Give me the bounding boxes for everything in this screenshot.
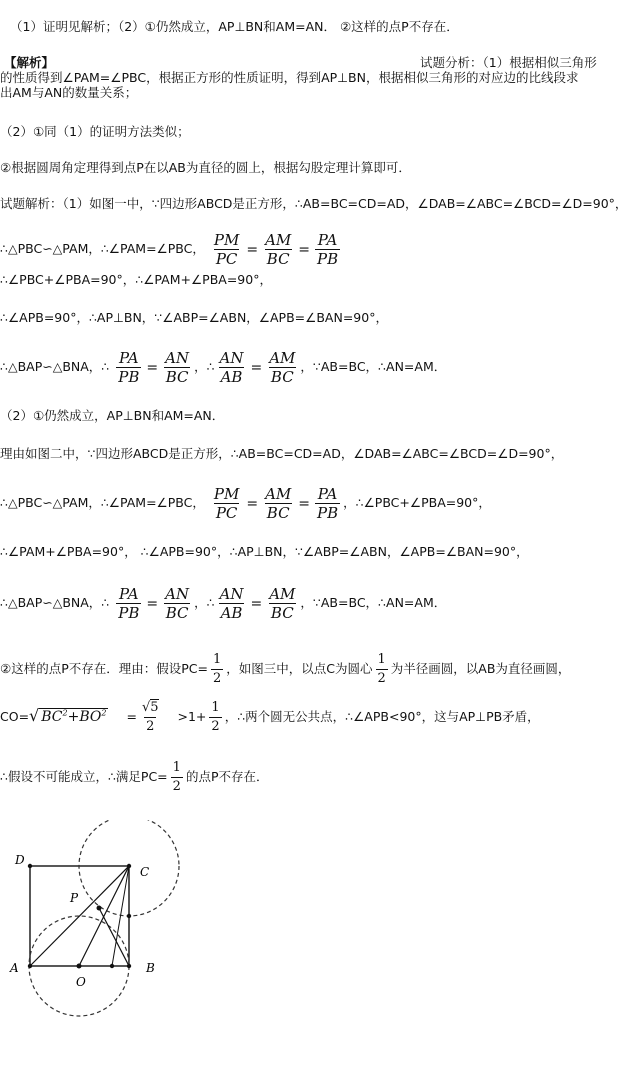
fraction-am-bc: $\frac{AM}{BC}$ xyxy=(269,585,296,622)
solution-text: ∴△PBC∽△PAM，∴∠PAM=∠PBC， xyxy=(0,241,205,256)
answer-line: （1）证明见解析；（2）①仍然成立，AP⊥BN和AM=AN． ②这样的点P不存在． xyxy=(10,19,459,34)
fraction-one-half: $\frac{1}{2}$ xyxy=(377,652,386,686)
solution-line-9: ∴∠PAM+∠PBA=90°， ∴∠APB=90°，∴AP⊥BN，∵∠ABP=∠ABN，∠APB=∠BAN=90°， xyxy=(0,544,529,559)
fraction-an-bc: $\frac{AN}{BC}$ xyxy=(165,585,190,622)
point-a xyxy=(28,964,32,968)
fraction-an-ab: $\frac{AN}{AB}$ xyxy=(219,349,244,386)
label-c: C xyxy=(140,865,150,879)
fraction-one-half: $\frac{1}{2}$ xyxy=(172,760,181,794)
fraction-an-ab: $\frac{AN}{AB}$ xyxy=(219,585,244,622)
point-p xyxy=(97,906,102,911)
label-p: P xyxy=(70,891,79,905)
fraction-sqrt5-half: $\frac{√5}{2}$ xyxy=(141,700,159,734)
fraction-pa-pb: $\frac{PA}{PB}$ xyxy=(317,485,339,522)
fraction-am-bc: $\frac{AM}{BC}$ xyxy=(265,231,292,268)
sqrt-sign: √ xyxy=(29,706,40,725)
fraction-am-bc: $\frac{AM}{BC}$ xyxy=(265,485,292,522)
label-a: A xyxy=(10,961,19,975)
solution-line-2: ∴△PBC∽△PAM，∴∠PAM=∠PBC， $\frac{PM}{PC}$ = $\frac{AM}{BC}$ = $\frac{PA}{PB}$ xyxy=(0,231,339,268)
solution-line-12: CO=√ $BC^2+BO^2$ = $\frac{√5}{2}$ >1+ $\frac{1}{2}$ ，∴两个圆无公共点，∴∠APB<90°，这与AP⊥PB矛盾， xyxy=(0,700,540,734)
solution-line-6: （2）①仍然成立，AP⊥BN和AM=AN． xyxy=(0,408,225,423)
fraction-pm-pc: $\frac{PM}{PC}$ xyxy=(213,485,240,522)
point-c xyxy=(127,864,131,868)
fraction-pm-pc: $\frac{PM}{PC}$ xyxy=(213,231,240,268)
point-m xyxy=(110,964,114,968)
solution-line-7: 理由如图二中，∵四边形ABCD是正方形，∴AB=BC=CD=AD，∠DAB=∠ABC=∠BCD=∠D=90°， xyxy=(0,446,564,461)
solution-line-11: ②这样的点P不存在．理由：假设PC= $\frac{1}{2}$ ，如图三中，以点C为圆心 $\frac{1}{2}$ 为半径画圆，以AB为直径画圆， xyxy=(0,652,571,686)
fraction-pa-pb: $\frac{PA}{PB}$ xyxy=(317,231,339,268)
label-o: O xyxy=(76,975,86,989)
fraction-am-bc: $\frac{AM}{BC}$ xyxy=(269,349,296,386)
label-d: D xyxy=(15,853,25,867)
analysis-part2-2: ②根据圆周角定理得到点P在以AB为直径的圆上，根据勾股定理计算即可． xyxy=(0,160,411,175)
solution-line-13: ∴假设不可能成立，∴满足PC= $\frac{1}{2}$ 的点P不存在． xyxy=(0,760,269,794)
fraction-one-half: $\frac{1}{2}$ xyxy=(211,700,220,734)
solution-line-10: ∴△BAP∽△BNA，∴ $\frac{PA}{PB}$ = $\frac{AN}{BC}$ ，∴ $\frac{AN}{AB}$ = $\frac{AM}{BC}$ ，∵AB=BC，∴AN=AM． xyxy=(0,585,447,622)
analysis-intro-line2: 的性质得到∠PAM=∠PBC，根据正方形的性质证明，得到AP⊥BN，根据相似三角形的对应边的比线段求 xyxy=(0,70,579,85)
analysis-intro-right: 试题分析：（1）根据相似三角形 xyxy=(420,55,597,70)
solution-line-1: 试题解析：（1）如图一中，∵四边形ABCD是正方形，∴AB=BC=CD=AD，∠DAB=∠ABC=∠BCD=∠D=90°， xyxy=(0,196,628,211)
label-b: B xyxy=(146,961,155,975)
fraction-pa-pb: $\frac{PA}{PB}$ xyxy=(118,349,140,386)
fraction-one-half: $\frac{1}{2}$ xyxy=(212,652,222,686)
solution-line-5: ∴△BAP∽△BNA，∴ $\frac{PA}{PB}$ = $\frac{AN}{BC}$ ，∴ $\frac{AN}{AB}$ = $\frac{AM}{BC}$ ，∵AB=BC，∴AN=AM． xyxy=(0,349,447,386)
fraction-an-bc: $\frac{AN}{BC}$ xyxy=(165,349,190,386)
solution-line-4: ∴∠APB=90°，∴AP⊥BN，∵∠ABP=∠ABN，∠APB=∠BAN=90°， xyxy=(0,310,388,325)
point-n xyxy=(127,914,131,918)
analysis-intro-line3: 出AM与AN的数量关系； xyxy=(0,85,138,100)
analysis-part2-1: （2）①同（1）的证明方法类似； xyxy=(0,124,190,139)
point-d xyxy=(28,864,32,868)
geometry-figure xyxy=(0,820,200,1050)
analysis-label: 【解析】 xyxy=(4,55,55,70)
solution-line-3: ∴∠PBC+∠PBA=90°，∴∠PAM+∠PBA=90°， xyxy=(0,272,272,287)
solution-line-8: ∴△PBC∽△PAM，∴∠PAM=∠PBC， $\frac{PM}{PC}$ = $\frac{AM}{BC}$ = $\frac{PA}{PB}$ ，∴∠PBC+∠PBA=90°， xyxy=(0,485,491,522)
point-b xyxy=(127,964,131,968)
fraction-pa-pb: $\frac{PA}{PB}$ xyxy=(118,585,140,622)
radicand: $BC^2+BO^2$ xyxy=(41,708,107,725)
point-o xyxy=(77,964,82,969)
